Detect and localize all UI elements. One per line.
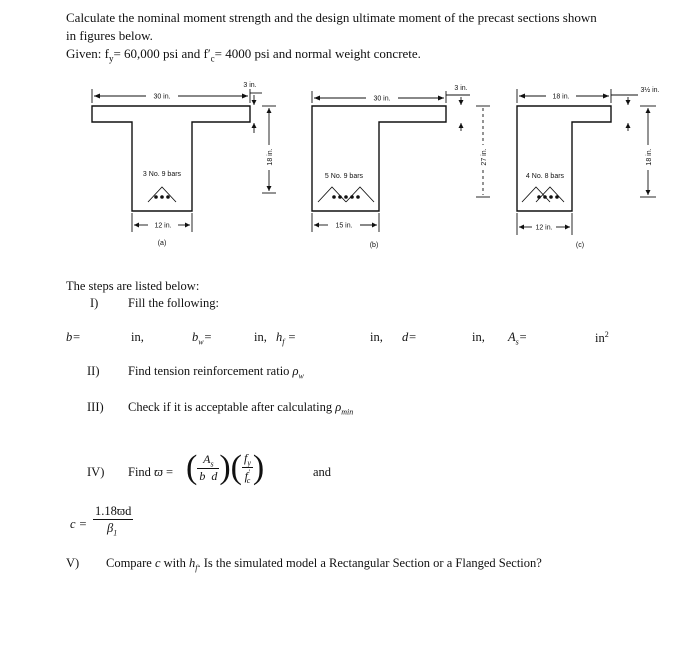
bar-b-2 bbox=[338, 195, 342, 199]
step-4-eq: = bbox=[166, 465, 174, 479]
given-fc-sub: c bbox=[210, 53, 215, 64]
fill-b-label: b= bbox=[66, 330, 81, 344]
section-a-outline bbox=[92, 106, 250, 211]
c-numerator bbox=[93, 504, 133, 520]
fy-over-fc bbox=[242, 451, 253, 486]
fill-hf-sub: f bbox=[282, 337, 285, 347]
intro-line-2: in figures below. bbox=[66, 28, 153, 43]
fill-hf-eq: = bbox=[284, 330, 297, 344]
bar-c-1 bbox=[537, 195, 541, 199]
bar-c-4 bbox=[555, 195, 559, 199]
fill-hf-symbol: h bbox=[276, 330, 283, 344]
step-2-text: Find tension reinforcement ratio bbox=[128, 364, 293, 378]
fill-hf-unit: in, bbox=[370, 330, 383, 344]
fill-as-label bbox=[508, 330, 527, 347]
step-3-rho-sub: min bbox=[341, 407, 354, 417]
bar-a-3 bbox=[166, 195, 170, 199]
step-1-text: Fill the following: bbox=[128, 296, 219, 310]
fig-b-caption: (b) bbox=[369, 242, 379, 249]
intro-line-1: Calculate the nominal moment strength and the design ultimate moment of the precast sections shown bbox=[66, 10, 597, 25]
fig-a-flange-thickness: 3 in. bbox=[243, 82, 257, 89]
section-c-outline bbox=[517, 106, 611, 211]
c-beta: β bbox=[107, 521, 114, 535]
step-4-formula bbox=[186, 449, 264, 487]
fig-b-depth: 27 in. bbox=[481, 148, 488, 166]
fc-prime: ′ bbox=[247, 468, 250, 477]
bar-b-1 bbox=[332, 195, 336, 199]
step-3-line bbox=[128, 400, 353, 417]
fig-c-flange-thickness: 3½ in. bbox=[640, 87, 660, 94]
c-beta-sub: 1 bbox=[113, 528, 118, 538]
given-fc-prime: ′ bbox=[207, 46, 211, 61]
step-5-hf-sub: f bbox=[195, 563, 198, 573]
fig-c-web-width: 12 in. bbox=[535, 224, 553, 232]
fig-a-caption: (a) bbox=[157, 240, 167, 247]
bar-b-3 bbox=[344, 195, 348, 199]
step-5-text-c: . Is the simulated model a Rectangular Section or a Flanged Section? bbox=[197, 556, 542, 570]
fill-bw-label bbox=[192, 330, 212, 347]
fill-d-unit: in, bbox=[472, 330, 485, 344]
given-prefix: Given: f bbox=[66, 46, 109, 61]
fig-a-web-width: 12 in. bbox=[154, 222, 172, 230]
fig-a-bars: 3 No. 9 bars bbox=[142, 171, 182, 178]
step-3-text: Check if it is acceptable after calculating bbox=[128, 400, 336, 414]
fill-bw-sub: w bbox=[198, 337, 204, 347]
fig-a-depth: 18 in. bbox=[267, 148, 274, 166]
bd-denominator: b d bbox=[199, 469, 218, 484]
fill-as-eq: = bbox=[518, 330, 528, 344]
bar-b-4 bbox=[350, 195, 354, 199]
fig-b-bars: 5 No. 9 bars bbox=[324, 173, 364, 180]
fill-as-unit-text: in bbox=[595, 331, 605, 346]
bar-a-2 bbox=[160, 195, 164, 199]
step-5-hf: h bbox=[189, 556, 196, 570]
bar-c-2 bbox=[543, 195, 547, 199]
fill-bw-unit: in, bbox=[254, 330, 267, 344]
fill-bw-eq: = bbox=[203, 330, 213, 344]
step-2-rho-sub: w bbox=[298, 371, 304, 381]
fill-hf-label bbox=[276, 330, 296, 347]
c-fraction bbox=[93, 504, 133, 538]
fill-as-unit bbox=[595, 330, 609, 346]
c-lhs: c = bbox=[70, 517, 88, 531]
given-fy-sub: y bbox=[108, 53, 114, 64]
step-5-number: V) bbox=[66, 556, 80, 570]
fc-symbol: f bbox=[244, 469, 248, 483]
precast-sections-figure bbox=[0, 75, 700, 255]
fill-b-unit: in, bbox=[131, 330, 144, 344]
as-symbol: A bbox=[203, 451, 211, 466]
fill-as-unit-sup: 2 bbox=[604, 330, 609, 339]
given-fc-value: = 4000 psi and normal weight concrete. bbox=[214, 46, 421, 61]
fig-c-caption: (c) bbox=[575, 242, 585, 249]
step-2-number: II) bbox=[87, 364, 100, 378]
step-4-text: Find bbox=[128, 465, 155, 479]
c-numerator-text: 1.18ϖd bbox=[95, 504, 132, 518]
fill-bw-symbol: b bbox=[192, 330, 199, 344]
paren-open-1: ( bbox=[186, 449, 198, 486]
step-5-line bbox=[106, 556, 542, 573]
bar-b-5 bbox=[356, 195, 360, 199]
fig-c-depth: 18 in. bbox=[646, 148, 653, 166]
as-numerator bbox=[197, 452, 219, 469]
fig-c-bars: 4 No. 8 bars bbox=[525, 173, 565, 180]
step-5-c: c bbox=[154, 556, 161, 570]
step-5-text-b: with bbox=[160, 556, 189, 570]
fill-as-symbol: A bbox=[508, 330, 516, 344]
fig-b-web-width: 15 in. bbox=[335, 222, 353, 230]
c-denominator bbox=[93, 520, 133, 538]
bar-a-1 bbox=[154, 195, 158, 199]
step-3-rho: ρ bbox=[335, 400, 342, 414]
fig-b-top-width: 30 in. bbox=[373, 95, 391, 103]
as-sub: s bbox=[210, 459, 214, 469]
step-2-line bbox=[128, 364, 304, 381]
fill-as-sub: s bbox=[515, 337, 519, 347]
step-5-text-a: Compare bbox=[106, 556, 155, 570]
fc-denominator bbox=[242, 468, 253, 485]
step-2-rho: ρ bbox=[292, 364, 299, 378]
given-fy-value: = 60,000 psi and f bbox=[113, 46, 208, 61]
fig-c-top-width: 18 in. bbox=[552, 93, 570, 101]
as-over-bd bbox=[197, 452, 219, 484]
fy-sub: y bbox=[247, 458, 251, 467]
fill-d-label: d= bbox=[402, 330, 417, 344]
step-4-line bbox=[128, 465, 173, 480]
paren-close-2: ) bbox=[252, 449, 265, 486]
step-4-number: IV) bbox=[87, 465, 105, 479]
section-b-outline bbox=[312, 106, 446, 211]
fy-numerator bbox=[242, 451, 253, 468]
paren-close-1: ) bbox=[219, 449, 231, 486]
fy-symbol: f bbox=[243, 450, 248, 465]
paren-open-2: ( bbox=[230, 449, 242, 486]
bar-c-3 bbox=[549, 195, 553, 199]
fig-b-flange-thickness: 3 in. bbox=[454, 85, 468, 92]
given-line bbox=[66, 46, 421, 64]
step-3-number: III) bbox=[87, 400, 104, 414]
steps-heading: The steps are listed below: bbox=[66, 279, 200, 293]
step-4-and: and bbox=[313, 465, 332, 479]
fc-sub: c bbox=[246, 476, 251, 486]
step-1-number: I) bbox=[90, 296, 99, 310]
fig-a-top-width: 30 in. bbox=[153, 93, 171, 101]
step-4-omega: ϖ bbox=[154, 465, 163, 479]
